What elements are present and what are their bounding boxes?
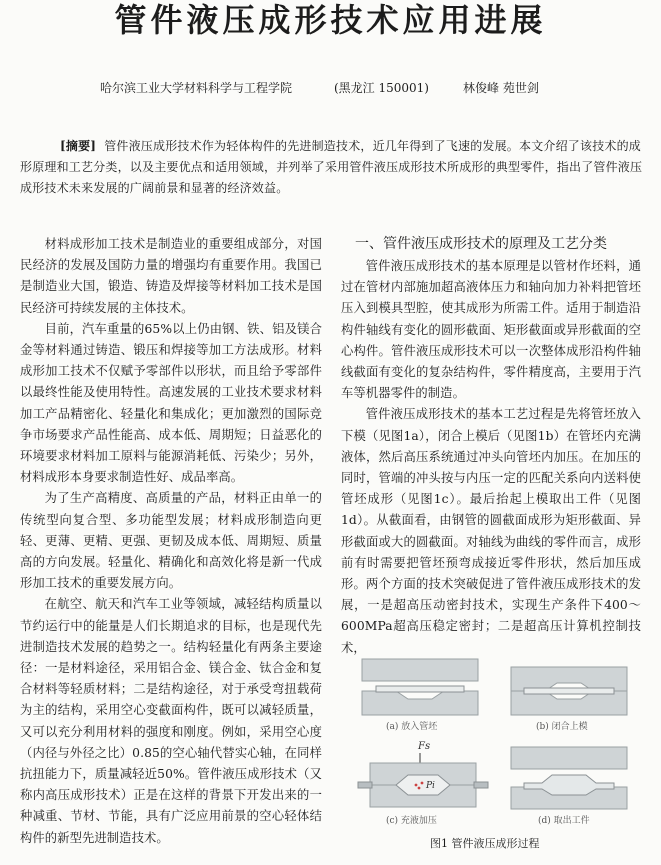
figure-panel-d (511, 747, 627, 826)
paragraph: 为了生产高精度、高质量的产品，材料正由单一的传统型向复合型、多功能型发展；材料成形制造向更轻、更薄、更精、更强、更韧及成本低、周期短、质量高的方向发展。轻量化、精确化和高效化将是新一代成形加工技术的重要发展方向。 (20, 491, 322, 591)
paragraph: 管件液压成形技术的基本工艺过程是先将管坯放入下模（见图1a），闭合上模后（见图1b）在管坯内充满液体，然后高压系统通过冲头向管坯内加压。在加压的同时，管端的冲头按与内压一定的匹配关系向内送料使管坯成形（见图1c）。最后抬起上模取出工件（见图1d）。从截面看，由钢管的圆截面成形为矩形截面、异形截面或大的圆截面。对轴线为曲线的零件而言，成形前有时需要把管坯预弯成接近零件形状，然后加压成形。两个方面的技术突破促进了管件液压成形技术的发展，一是超高压动密封技术，实现生产条件下400～600MPa超高压稳定密封；二是超高压计算机控制技术， (341, 407, 641, 655)
section-heading: 一、管件液压成形技术的原理及工艺分类 (355, 236, 607, 252)
figure-caption: 图1 管件液压成形过程 (430, 837, 540, 850)
abstract-text: 管件液压成形技术作为轻体构件的先进制造技术，近几年得到了飞速的发展。本文介绍了该技术的成形原理和工艺分类，以及主要优点和适用领域，并列举了采用管件液压成形技术所成形的典型零件，指出了管件液压成形技术未来发展的广阔前景和显著的经济效益。 (20, 139, 643, 195)
paragraph: 目前，汽车重量的65%以上仍由钢、铁、铝及镁合金等材料通过铸造、锻压和焊接等加工方法成形。材料成形加工技术不仅赋予零部件以形状，而且给予零部件以最终性能及使用特性。高速发展的工业技术要求材料加工产品精密化、轻量化和集成化；更加激烈的国际竞争市场要求产品性能高、成本低、周期短；日益恶化的环境要求材料加工原料与能源消耗低、污染少；另外，材料成形本身要求制造性好、成品率高。 (20, 321, 322, 485)
figure-panel-a (362, 659, 478, 732)
paragraph: 材料成形加工技术是制造业的重要组成部分，对国民经济的发展及国防力量的增强均有重要作用。我国已是制造业大国，锻造、铸造及焊接等材料加工技术是国民经济可持续发展的主体技术。 (20, 237, 322, 315)
page-title: 管件液压成形技术应用进展 (114, 1, 547, 39)
institution: 哈尔滨工业大学材料科学与工程学院 (100, 81, 293, 95)
abstract-tag: [摘要] (60, 139, 97, 153)
left-column (20, 234, 322, 849)
panel-label-c: (c) 充液加压 (386, 816, 437, 826)
location: (黑龙江 150001) (334, 81, 429, 95)
author-names: 林俊峰 苑世剑 (463, 81, 539, 95)
paragraph: 在航空、航天和汽车工业等领域，减轻结构质量以节约运行中的能量是人们长期追求的目标，也是现代先进制造技术发展的趋势之一。结构轻量化有两条主要途径：一是材料途径，采用铝合金、镁合金、钛合金和复合材料等轻质材料；二是结构途径，对于承受弯扭载荷为主的结构，采用空心变截面构件，既可以减轻质量，又可以充分利用材料的强度和刚度。例如，采用空心度（内径与外径之比）0.85的空心轴代替实心轴，在同样抗扭能力下，质量减轻近50%。管件液压成形技术（又称内高压成形技术）正是在这样的背景下开发出来的一种减重、节材、节能，具有广泛应用前景的空心轻体结构件的新型先进制造技术。 (20, 597, 322, 845)
paragraph: 管件液压成形技术的基本原理是以管材作坯料，通过在管材内部施加超高液体压力和轴向加力补料把管坯压入到模具型腔，使其成形为所需工件。适用于制造沿构件轴线有变化的圆形截面、矩形截面或异形截面的空心构件。管件液压成形技术可以一次整体成形沿构件轴线截面有变化的复杂结构件，零件精度高，主要用于汽车等机器零件的制造。 (341, 259, 641, 401)
panel-label-a: (a) 放入管坯 (386, 722, 438, 732)
abstract (20, 136, 646, 199)
figure-panel-b (511, 667, 627, 732)
panel-label-d: (d) 取出工件 (538, 816, 590, 826)
figure-panel-c (358, 741, 488, 826)
panel-label-b: (b) 闭合上模 (536, 722, 588, 732)
right-column (341, 256, 641, 659)
pressure-symbol-pi: Pi (426, 781, 435, 791)
figure-1 (356, 655, 636, 840)
force-symbol-fs: Fs (418, 741, 431, 752)
